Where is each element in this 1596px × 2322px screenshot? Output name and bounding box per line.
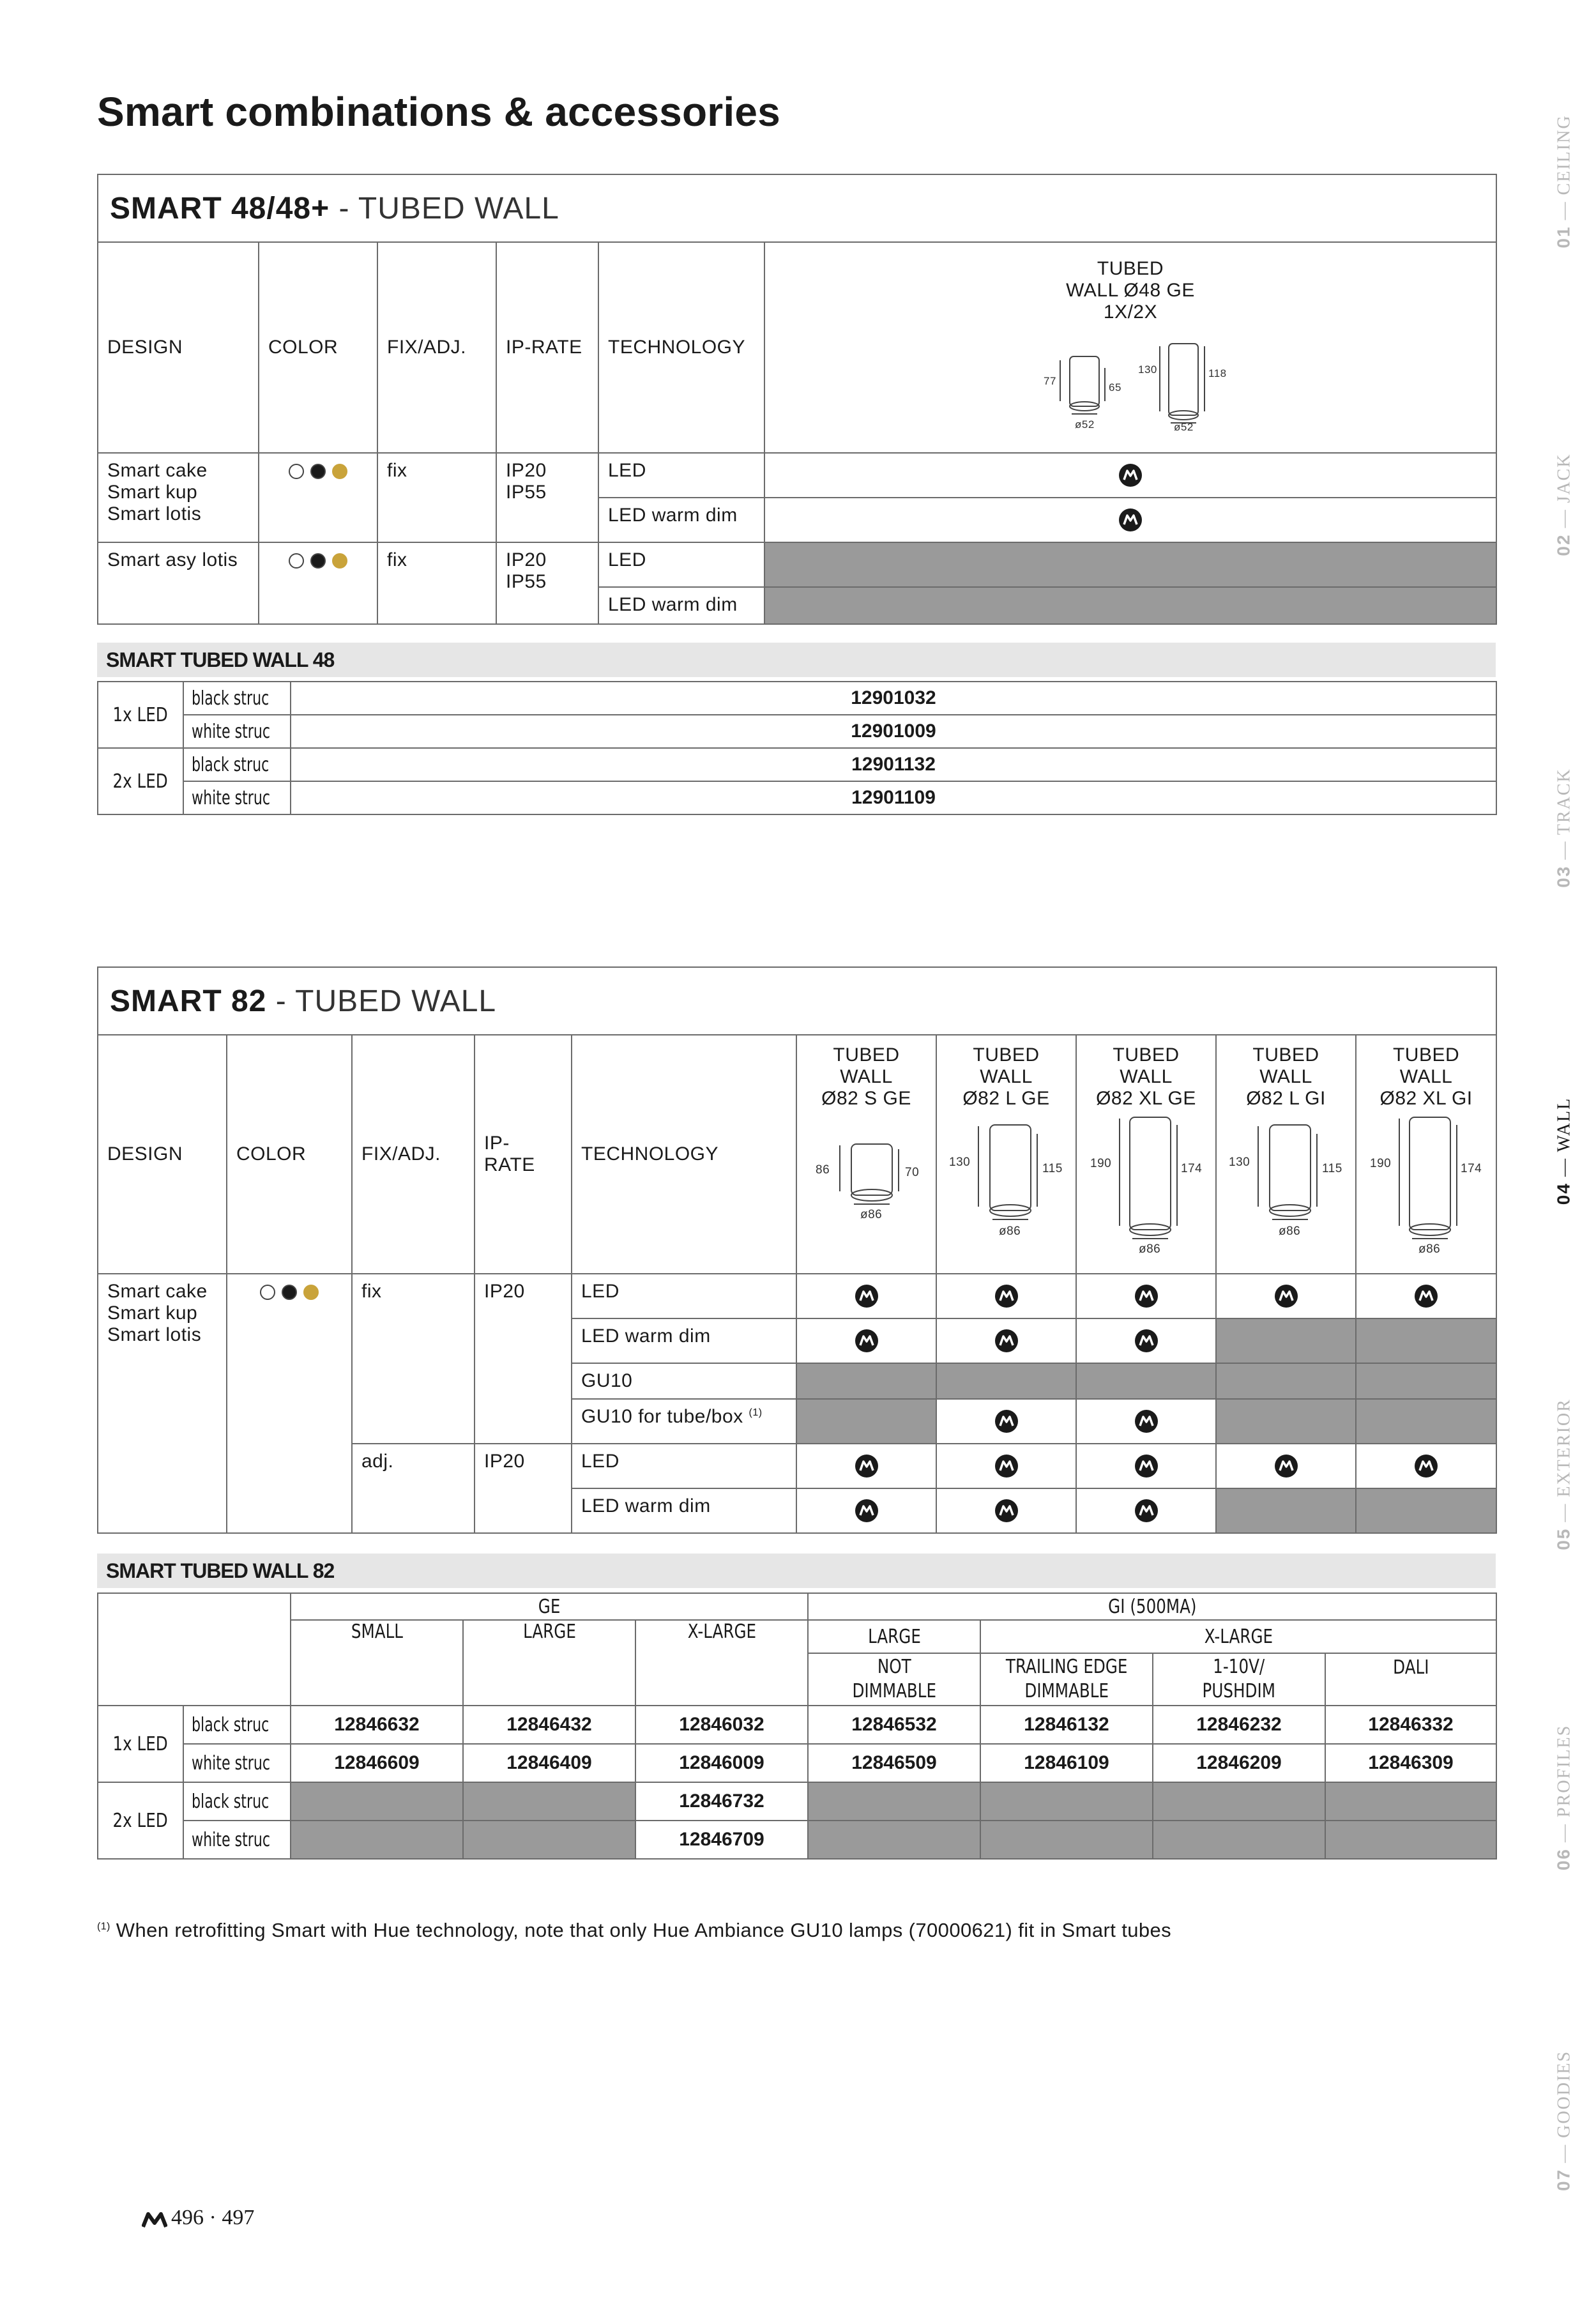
product-dimension-drawing xyxy=(1083,1115,1210,1255)
ip-cell: IP20 xyxy=(475,1444,572,1533)
svg-text:174: 174 xyxy=(1461,1162,1482,1175)
row-label: black struc xyxy=(183,682,291,715)
availability-cell xyxy=(1076,1488,1216,1533)
table-title: SMART 82 - TUBED WALL xyxy=(98,967,1496,1035)
header-fix: FIX/ADJ. xyxy=(377,242,496,453)
tech-cell: LED warm dim xyxy=(598,587,764,624)
product-dimension-drawing xyxy=(1362,1115,1490,1255)
unavailable-cell xyxy=(1356,1488,1496,1533)
unavailable-cell xyxy=(1325,1821,1496,1859)
unavailable-cell xyxy=(1216,1318,1356,1363)
row-label: white struc xyxy=(183,781,291,814)
tab-profiles[interactable]: 06 — PROFILES xyxy=(1553,1724,1574,1871)
article-code: 12846709 xyxy=(635,1821,808,1859)
brand-logo-icon xyxy=(142,2211,167,2228)
article-code: 12846632 xyxy=(291,1706,463,1744)
availability-cell xyxy=(796,1444,936,1488)
color-black-swatch xyxy=(310,553,326,569)
article-code: 12846209 xyxy=(1153,1744,1325,1782)
product-dimension-drawing xyxy=(803,1119,931,1227)
article-code: 12846432 xyxy=(463,1706,635,1744)
header-technology: TECHNOLOGY xyxy=(598,242,764,453)
available-icon xyxy=(1119,464,1142,487)
unavailable-cell xyxy=(796,1363,936,1399)
article-code: 12901132 xyxy=(291,748,1496,781)
product-dimension-drawing xyxy=(943,1119,1070,1240)
header-design: DESIGN xyxy=(98,242,259,453)
row-label: black struc xyxy=(183,748,291,781)
group-label: 2x LED xyxy=(98,748,183,814)
tab-track[interactable]: 03 — TRACK xyxy=(1553,768,1574,888)
dim-d: 130 xyxy=(1138,363,1157,376)
not-dimmable-header: NOT DIMMABLE xyxy=(808,1653,980,1706)
svg-text:70: 70 xyxy=(904,1166,919,1179)
tech-cell: LED xyxy=(572,1274,796,1318)
tech-cell: GU10 xyxy=(572,1363,796,1399)
available-icon xyxy=(995,1329,1018,1352)
ip-cell: IP20 xyxy=(475,1274,572,1444)
color-white-swatch xyxy=(289,464,304,479)
available-icon xyxy=(1119,508,1142,531)
unavailable-cell xyxy=(1356,1399,1496,1444)
availability-cell xyxy=(1216,1274,1356,1318)
dim-c: ø52 xyxy=(1075,418,1095,431)
svg-text:ø86: ø86 xyxy=(1278,1225,1300,1238)
availability-cell xyxy=(796,1488,936,1533)
available-icon xyxy=(855,1285,878,1308)
unavailable-cell xyxy=(463,1821,635,1859)
header-ip: IP- RATE xyxy=(475,1035,572,1274)
available-icon xyxy=(995,1285,1018,1308)
article-code: 12901109 xyxy=(291,781,1496,814)
svg-text:190: 190 xyxy=(1090,1157,1111,1170)
color-gold-swatch xyxy=(332,464,347,479)
row-label: black struc xyxy=(183,1706,291,1744)
adj-cell: adj. xyxy=(352,1444,475,1533)
availability-cell xyxy=(1076,1444,1216,1488)
header-technology: TECHNOLOGY xyxy=(572,1035,796,1274)
header-design: DESIGN xyxy=(98,1035,227,1274)
article-code: 12901009 xyxy=(291,715,1496,748)
header-color: COLOR xyxy=(259,242,377,453)
codes-table-82 xyxy=(97,1593,1497,1860)
availability-cell xyxy=(936,1399,1076,1444)
row-label: white struc xyxy=(183,1821,291,1859)
svg-text:115: 115 xyxy=(1321,1162,1342,1175)
unavailable-cell xyxy=(463,1782,635,1821)
unavailable-cell xyxy=(808,1782,980,1821)
svg-text:ø86: ø86 xyxy=(1138,1242,1160,1255)
color-white-swatch xyxy=(260,1285,275,1300)
availability-cell xyxy=(936,1318,1076,1363)
footnote: $^{(1)}$ When retrofitting Smart with Hue technology, note that only Hue Ambiance GU10 lamps (70000621) fit in Smart tubes xyxy=(97,1919,1172,1941)
article-code: 12846009 xyxy=(635,1744,808,1782)
availability-cell xyxy=(764,453,1496,498)
article-code: 12846409 xyxy=(463,1744,635,1782)
large-header: LARGE xyxy=(463,1620,635,1706)
svg-text:174: 174 xyxy=(1180,1162,1202,1175)
unavailable-cell xyxy=(1216,1399,1356,1444)
header-color: COLOR xyxy=(227,1035,352,1274)
unavailable-cell xyxy=(291,1782,463,1821)
ip-cell: IP20 IP55 xyxy=(496,453,598,542)
unavailable-cell xyxy=(764,542,1496,587)
color-white-swatch xyxy=(289,553,304,569)
availability-cell xyxy=(936,1444,1076,1488)
tech-cell: LED warm dim xyxy=(572,1488,796,1533)
ip-cell: IP20 IP55 xyxy=(496,542,598,624)
available-icon xyxy=(1135,1285,1158,1308)
unavailable-cell xyxy=(1076,1363,1216,1399)
unavailable-cell xyxy=(980,1782,1153,1821)
unavailable-cell xyxy=(1216,1363,1356,1399)
tab-exterior[interactable]: 05 — EXTERIOR xyxy=(1553,1398,1574,1550)
available-icon xyxy=(995,1455,1018,1478)
dim-a: 77 xyxy=(1044,375,1056,387)
availability-cell xyxy=(796,1318,936,1363)
gi-header: GI (500MA) xyxy=(808,1593,1496,1620)
article-code: 12846032 xyxy=(635,1706,808,1744)
svg-text:86: 86 xyxy=(815,1163,830,1177)
pushdim-header: 1-10V/ PUSHDIM xyxy=(1153,1653,1325,1706)
product-tubed-wall-48: TUBED WALL Ø48 GE 1X/2X 77 65 ø52 130 118 ø52 xyxy=(764,242,1496,453)
unavailable-cell xyxy=(1153,1782,1325,1821)
design-cell: Smart cake Smart kup Smart lotis xyxy=(98,1274,227,1533)
available-icon xyxy=(855,1455,878,1478)
available-icon xyxy=(1135,1499,1158,1522)
tab-ceiling[interactable]: 01 — CEILING xyxy=(1553,114,1574,248)
availability-cell xyxy=(764,498,1496,542)
trailing-edge-header: TRAILING EDGE DIMMABLE xyxy=(980,1653,1153,1706)
codes-bar-48: SMART TUBED WALL 48 xyxy=(97,643,1496,677)
product-l-gi: TUBED WALL Ø82 L GI 130 115 ø86 xyxy=(1216,1035,1356,1274)
availability-cell xyxy=(1356,1444,1496,1488)
product-l-ge: TUBED WALL Ø82 L GE 130 115 ø86 xyxy=(936,1035,1076,1274)
unavailable-cell xyxy=(808,1821,980,1859)
article-code: 12846132 xyxy=(980,1706,1153,1744)
color-swatches xyxy=(259,542,377,624)
tech-cell: LED warm dim xyxy=(572,1318,796,1363)
row-label: white struc xyxy=(183,1744,291,1782)
available-icon xyxy=(855,1499,878,1522)
unavailable-cell xyxy=(936,1363,1076,1399)
article-code: 12846109 xyxy=(980,1744,1153,1782)
tab-goodies[interactable]: 07 — GOODIES xyxy=(1553,2050,1574,2192)
unavailable-cell xyxy=(1216,1488,1356,1533)
svg-text:ø86: ø86 xyxy=(860,1208,882,1221)
availability-cell xyxy=(1076,1274,1216,1318)
design-cell: Smart cake Smart kup Smart lotis xyxy=(98,453,259,542)
tech-cell: LED xyxy=(598,453,764,498)
design-cell: Smart asy lotis xyxy=(98,542,259,624)
gi-xlarge-header: X-LARGE xyxy=(980,1620,1496,1653)
tech-cell: GU10 for tube/box $^{(1)}$ xyxy=(572,1399,796,1444)
unavailable-cell xyxy=(796,1399,936,1444)
row-label: white struc xyxy=(183,715,291,748)
unavailable-cell xyxy=(764,587,1496,624)
available-icon xyxy=(855,1329,878,1352)
tech-cell: LED xyxy=(598,542,764,587)
article-code: 12846232 xyxy=(1153,1706,1325,1744)
xlarge-header: X-LARGE xyxy=(635,1620,808,1706)
tab-wall[interactable]: 04 — WALL xyxy=(1553,1097,1574,1205)
svg-text:130: 130 xyxy=(948,1156,970,1169)
codes-bar-82: SMART TUBED WALL 82 xyxy=(97,1554,1496,1588)
tab-jack[interactable]: 02 — JACK xyxy=(1553,453,1574,556)
codes-table-48 xyxy=(97,681,1497,815)
group-label: 2x LED xyxy=(98,1782,183,1859)
row-label: black struc xyxy=(183,1782,291,1821)
availability-cell xyxy=(1356,1274,1496,1318)
empty-corner xyxy=(98,1593,291,1706)
available-icon xyxy=(1415,1285,1438,1308)
svg-text:190: 190 xyxy=(1370,1157,1392,1170)
unavailable-cell xyxy=(980,1821,1153,1859)
small-header: SMALL xyxy=(291,1620,463,1706)
svg-text:115: 115 xyxy=(1042,1162,1063,1175)
available-icon xyxy=(1135,1329,1158,1352)
table-title: SMART 48/48+ - TUBED WALL xyxy=(98,174,1496,242)
dim-f: ø52 xyxy=(1174,421,1194,431)
unavailable-cell xyxy=(1356,1318,1496,1363)
tech-cell: LED warm dim xyxy=(598,498,764,542)
header-ip: IP-RATE xyxy=(496,242,598,453)
tech-cell: LED xyxy=(572,1444,796,1488)
unavailable-cell xyxy=(1153,1821,1325,1859)
product-dimension-drawing xyxy=(996,335,1265,431)
article-code: 12846609 xyxy=(291,1744,463,1782)
dali-header: DALI xyxy=(1325,1653,1496,1706)
article-code: 12846732 xyxy=(635,1782,808,1821)
color-swatches xyxy=(227,1274,352,1533)
article-code: 12846309 xyxy=(1325,1744,1496,1782)
footnote-marker: (1) xyxy=(749,1407,763,1418)
svg-text:130: 130 xyxy=(1228,1156,1250,1169)
color-gold-swatch xyxy=(332,553,347,569)
ge-header: GE xyxy=(291,1593,808,1620)
product-s-ge: TUBED WALL Ø82 S GE 86 70 ø86 xyxy=(796,1035,936,1274)
color-swatches xyxy=(259,453,377,542)
dim-b: 65 xyxy=(1109,381,1121,393)
available-icon xyxy=(1135,1455,1158,1478)
product-xl-ge: TUBED WALL Ø82 XL GE 190 174 ø86 xyxy=(1076,1035,1216,1274)
smart82-table xyxy=(97,966,1497,1534)
unavailable-cell xyxy=(291,1821,463,1859)
availability-cell xyxy=(1076,1318,1216,1363)
group-label: 1x LED xyxy=(98,1706,183,1782)
svg-text:ø86: ø86 xyxy=(998,1225,1021,1238)
page-numbers: 496 · 497 xyxy=(171,2206,255,2229)
availability-cell xyxy=(1076,1399,1216,1444)
smart48-table xyxy=(97,174,1497,625)
page-title: Smart combinations & accessories xyxy=(97,89,780,135)
product-xl-gi: TUBED WALL Ø82 XL GI 190 174 ø86 xyxy=(1356,1035,1496,1274)
availability-cell xyxy=(1216,1444,1356,1488)
fix-cell: fix xyxy=(352,1274,475,1444)
fix-cell: fix xyxy=(377,453,496,542)
available-icon xyxy=(1275,1455,1298,1478)
color-black-swatch xyxy=(310,464,326,479)
color-gold-swatch xyxy=(303,1285,319,1300)
header-fix: FIX/ADJ. xyxy=(352,1035,475,1274)
article-code: 12846532 xyxy=(808,1706,980,1744)
article-code: 12846509 xyxy=(808,1744,980,1782)
color-black-swatch xyxy=(282,1285,297,1300)
available-icon xyxy=(1415,1455,1438,1478)
available-icon xyxy=(995,1499,1018,1522)
availability-cell xyxy=(796,1274,936,1318)
article-code: 12846332 xyxy=(1325,1706,1496,1744)
product-dimension-drawing xyxy=(1222,1119,1350,1240)
gi-large-header: LARGE xyxy=(808,1620,980,1653)
availability-cell xyxy=(936,1488,1076,1533)
svg-text:ø86: ø86 xyxy=(1418,1242,1441,1255)
available-icon xyxy=(995,1410,1018,1433)
available-icon xyxy=(1135,1410,1158,1433)
available-icon xyxy=(1275,1285,1298,1308)
article-code: 12901032 xyxy=(291,682,1496,715)
group-label: 1x LED xyxy=(98,682,183,748)
dim-e: 118 xyxy=(1208,367,1227,379)
unavailable-cell xyxy=(1325,1782,1496,1821)
fix-cell: fix xyxy=(377,542,496,624)
availability-cell xyxy=(936,1274,1076,1318)
unavailable-cell xyxy=(1356,1363,1496,1399)
